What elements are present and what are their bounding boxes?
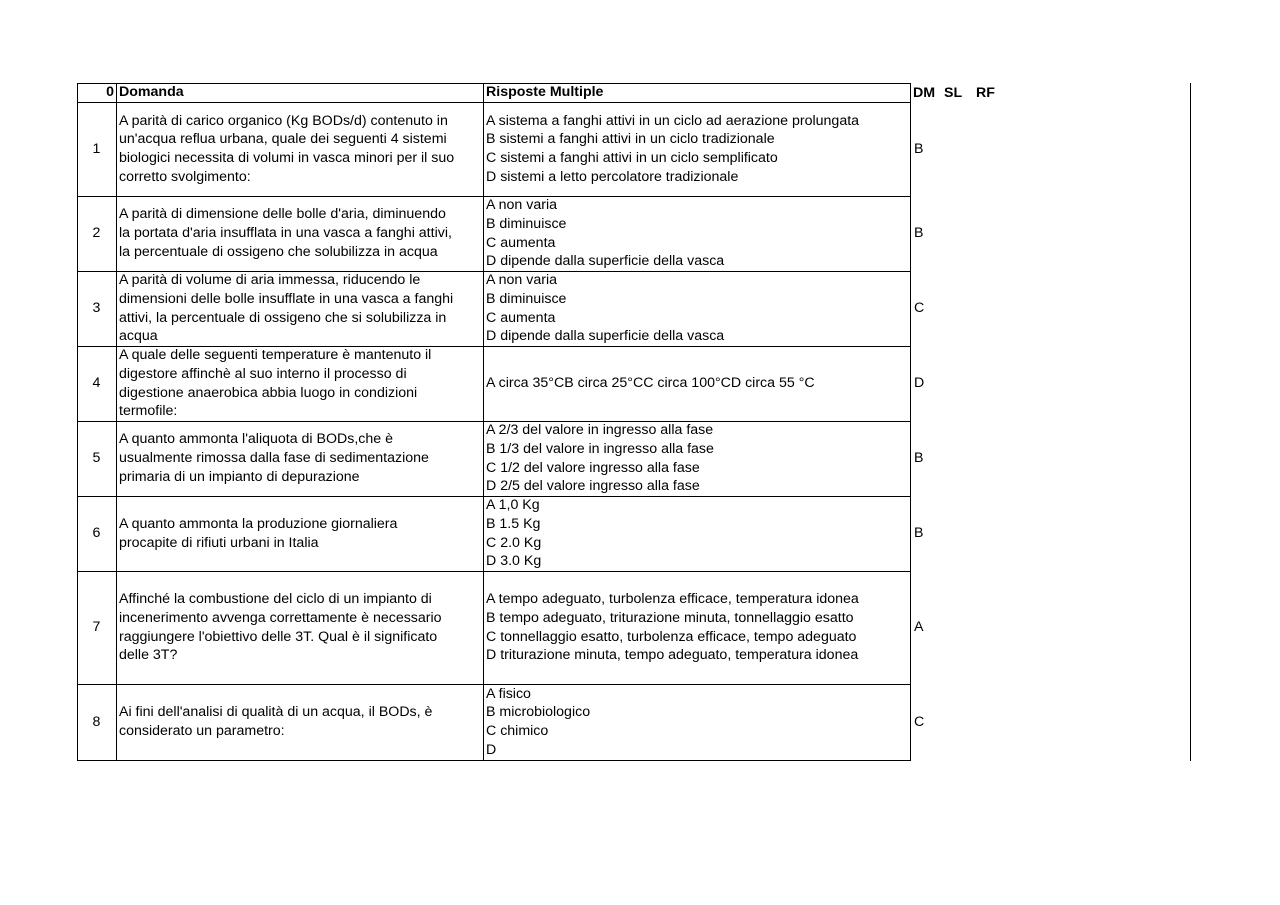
answer-key-cell: B	[914, 225, 924, 242]
question-number-cell: 2	[92, 225, 101, 242]
answer-option: D sistemi a letto percolatore tradizionale	[486, 168, 739, 185]
answers-cell	[483, 346, 911, 421]
row-divider	[77, 346, 911, 347]
question-text-cell	[116, 496, 483, 571]
question-number-cell: 7	[92, 619, 101, 636]
answer-option: A circa 35°CB circa 25°CC circa 100°CD circa 55 °C	[486, 375, 815, 392]
question-text-cell	[116, 346, 483, 421]
answer-key-cell: B	[914, 140, 924, 157]
answer-option: B diminuisce	[486, 215, 567, 232]
question-number-cell: 6	[92, 525, 101, 542]
header-number-cell: 0	[106, 84, 114, 101]
answer-list	[486, 112, 859, 187]
answers-cell	[483, 571, 911, 684]
answer-option: C aumenta	[486, 234, 556, 251]
header-rf: RF	[976, 85, 995, 101]
answer-list	[486, 196, 724, 271]
row-divider	[77, 421, 911, 422]
answer-option: D triturazione minuta, tempo adeguato, temperatura idonea	[486, 647, 859, 664]
answer-list	[486, 685, 590, 760]
right-border-line	[1190, 83, 1191, 761]
answer-key-cell: B	[914, 450, 924, 467]
answer-option: A 2/3 del valore in ingresso alla fase	[486, 422, 714, 439]
answer-option: B tempo adeguato, triturazione minuta, tonnellaggio esatto	[486, 609, 854, 626]
answer-option: A tempo adeguato, turbolenza efficace, temperatura idonea	[486, 591, 859, 608]
question-text: Ai fini dell'analisi di qualità di un acqua, il BODs, è considerato un parametro:	[119, 704, 433, 739]
answer-option: C 2.0 Kg	[486, 534, 542, 551]
question-number-cell: 8	[92, 713, 101, 730]
answer-key-cell: C	[914, 300, 925, 317]
answer-list	[486, 271, 724, 346]
header-dm: DM	[913, 85, 936, 101]
answers-cell	[483, 102, 911, 196]
header-question-cell: Domanda	[119, 84, 184, 101]
answer-option: A 1,0 Kg	[486, 497, 540, 514]
question-text-cell	[116, 271, 483, 346]
question-text: A parità di dimensione delle bolle d'aria, diminuendo la portata d'aria insufflata in una vasca a fanghi attivi, la percentuale di ossigeno che solubilizza in acqua	[119, 206, 452, 260]
header-sl: SL	[944, 85, 963, 101]
answers-cell	[483, 196, 911, 271]
header-divider	[77, 102, 911, 103]
answer-list	[486, 421, 714, 496]
answer-option: B microbiologico	[486, 704, 591, 721]
answer-key-cell: C	[914, 713, 925, 730]
answers-cell	[483, 271, 911, 346]
answers-cell	[483, 496, 911, 571]
row-divider	[77, 571, 911, 572]
answer-option: B diminuisce	[486, 290, 567, 307]
answer-key-cell: A	[914, 619, 924, 636]
answer-option: D 2/5 del valore ingresso alla fase	[486, 478, 700, 495]
question-text-cell	[116, 684, 483, 760]
answer-key-cell: D	[914, 375, 925, 392]
answer-option: D	[486, 741, 497, 758]
row-divider	[77, 684, 911, 685]
answer-option: B 1/3 del valore in ingresso alla fase	[486, 440, 714, 457]
question-text-cell	[116, 421, 483, 496]
question-number-cell: 5	[92, 450, 101, 467]
answer-list	[486, 496, 541, 571]
row-divider	[77, 196, 911, 197]
question-number-cell: 4	[92, 375, 101, 392]
row-divider	[77, 271, 911, 272]
answer-option: B sistemi a fanghi attivi in un ciclo tradizionale	[486, 131, 775, 148]
answer-option: C 1/2 del valore ingresso alla fase	[486, 459, 700, 476]
answer-key-cell: B	[914, 525, 924, 542]
answer-option: A non varia	[486, 272, 557, 289]
answer-list	[486, 374, 815, 393]
answers-cell	[483, 684, 911, 760]
question-text: Affinché la combustione del ciclo di un impianto di incenerimento avvenga correttamente è necessario raggiungere l'obiettivo delle 3T. Qual è il significato delle 3T?	[119, 591, 442, 664]
question-number-cell: 3	[92, 300, 101, 317]
answer-option: A non varia	[486, 197, 557, 214]
answer-option: D dipende dalla superficie della vasca	[486, 253, 725, 270]
question-text: A quale delle seguenti temperature è mantenuto il digestore affinchè al suo interno il processo di digestione anaerobica abbia luogo in condizioni termofile:	[119, 347, 432, 420]
question-text: A quanto ammonta l'aliquota di BODs,che è usualmente rimossa dalla fase di sedimentazione primaria di un impianto di depurazione	[119, 431, 429, 485]
question-text: A quanto ammonta la produzione giornaliera procapite di rifiuti urbani in Italia	[119, 515, 398, 551]
question-text-cell	[116, 571, 483, 684]
question-text: A parità di carico organico (Kg BODs/d) contenuto in un'acqua reflua urbana, quale dei seguenti 4 sistemi biologici necessita di volumi in vasca minori per il suo corretto svolgimento:	[119, 112, 455, 185]
question-text: A parità di volume di aria immessa, riducendo le dimensioni delle bolle insufflate in una vasca a fanghi attivi, la percentuale di ossigeno che si solubilizza in acqua	[119, 272, 454, 345]
answer-option: A fisico	[486, 685, 531, 702]
header-answers-cell: Risposte Multiple	[486, 84, 604, 101]
row-divider	[77, 496, 911, 497]
question-text-cell	[116, 196, 483, 271]
answer-option: A sistema a fanghi attivi in un ciclo ad aerazione prolungata	[486, 112, 860, 129]
answer-option: C chimico	[486, 723, 549, 739]
answer-option: C sistemi a fanghi attivi in un ciclo semplificato	[486, 150, 778, 166]
question-text-cell	[116, 102, 483, 196]
answer-option: D dipende dalla superficie della vasca	[486, 328, 725, 345]
answers-cell	[483, 421, 911, 496]
answer-option: D 3.0 Kg	[486, 553, 542, 570]
answer-option: C aumenta	[486, 309, 556, 326]
answer-list	[486, 590, 859, 665]
question-number-cell: 1	[92, 140, 101, 157]
answer-option: B 1.5 Kg	[486, 515, 541, 532]
answer-option: C tonnellaggio esatto, turbolenza efficace, tempo adeguato	[486, 628, 857, 645]
